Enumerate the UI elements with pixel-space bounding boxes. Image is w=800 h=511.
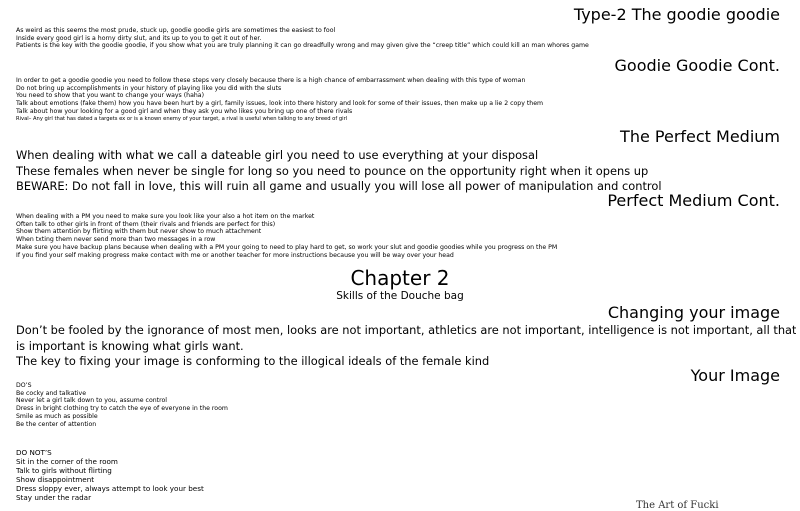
- changing-image-line: is important is knowing what girls want.: [16, 338, 244, 353]
- goodie-cont-line: Talk about how your looking for a good girl and when they ask you who likes you bring up one of there rivals: [16, 107, 353, 115]
- changing-image-text: [16, 323, 796, 370]
- goodie-cont-line: Talk about emotions (fake them) how you have been hurt by a girl, family issues, look into there history and look for some of their issues, then make up a lie 2 copy them: [16, 100, 544, 108]
- donts-item: Sit in the corner of the room: [16, 457, 118, 466]
- dos-list: [16, 382, 796, 428]
- type2-text: [16, 27, 796, 50]
- perfect-medium-line: BEWARE: Do not fall in love, this will ruin all game and usually you will lose all power of manipulation and control: [16, 179, 662, 194]
- pm-cont-line: Show them attention by flirting with them but never show to much attachment: [16, 228, 262, 236]
- donts-list: [16, 449, 796, 502]
- donts-item: Talk to girls without flirting: [16, 466, 112, 475]
- changing-image-line: The key to fixing your image is conforming to the illogical ideals of the female kind: [16, 354, 490, 369]
- pm-cont-line: Often talk to other girls in front of them (their rivals and friends are perfect for this): [16, 220, 276, 228]
- dos-item: Smile as much as possible: [16, 412, 98, 420]
- perfect-medium-cont-text: [16, 213, 796, 259]
- dos-item: Dress in bright clothing try to catch the eye of everyone in the room: [16, 405, 228, 413]
- rival-note: Rival– Any girl that has dated a targets ex or is a known enemy of your target, a rival is useful when talking to any breed of girl: [16, 115, 348, 122]
- heading-perfect-medium: The Perfect Medium: [620, 127, 780, 146]
- donts-item: Dress sloppy ever, always attempt to look your best: [16, 484, 204, 493]
- donts-item: Stay under the radar: [16, 493, 92, 502]
- heading-goodie-cont: Goodie Goodie Cont.: [614, 56, 780, 75]
- donts-item: Show disappointment: [16, 475, 95, 484]
- donts-heading: DO NOT’S: [16, 449, 52, 457]
- footer-title: The Art of Fucki: [636, 500, 719, 511]
- type2-line: Inside every good girl is a horny dirty slut, and its up to you to get it out of her.: [16, 34, 262, 42]
- goodie-cont-line: You need to show that you want to change your ways (haha): [16, 92, 204, 100]
- heading-changing-image: Changing your image: [607, 303, 780, 322]
- changing-image-line: Don’t be fooled by the ignorance of most men, looks are not important, athletics are not important, intelligence is not important, all that: [16, 323, 796, 337]
- heading-type2: Type-2 The goodie goodie: [573, 5, 780, 24]
- pm-cont-line: If you find your self making progress make contact with me or another teacher for more instructions because you will be way over your head: [16, 251, 454, 259]
- dos-item: Be the center of attention: [16, 420, 97, 428]
- perfect-medium-line: When dealing with what we call a dateable girl you need to use everything at your disposal: [16, 148, 539, 162]
- type2-line: Patients is the key with the goodie goodie, if you show what you are truly planning it can go dreadfully wrong and may given give the “creep title” which could kill an man whores game: [16, 42, 589, 50]
- perfect-medium-text: [16, 148, 796, 195]
- goodie-cont-line: Do not bring up accomplishments in your history of playing like you did with the sluts: [16, 84, 282, 92]
- heading-perfect-medium-cont: Perfect Medium Cont.: [607, 191, 780, 210]
- type2-line: As weird as this seems the most prude, stuck up, goodie goodie girls are sometimes the easiest to fool: [16, 27, 336, 34]
- heading-your-image: Your Image: [690, 366, 780, 385]
- perfect-medium-line: These females when never be single for long so you need to pounce on the opportunity right when it opens up: [16, 163, 649, 178]
- dos-heading: DO’S: [16, 382, 32, 389]
- pm-cont-line: Make sure you have backup plans because when dealing with a PM your going to need to play hard to get, so work your slut and goodie goodies while you progress on the PM: [16, 243, 558, 251]
- chapter-subtitle: Skills of the Douche bag: [336, 290, 464, 302]
- pm-cont-line: When dealing with a PM you need to make sure you look like your also a hot item on the market: [16, 213, 315, 220]
- chapter-title: Chapter 2: [350, 266, 450, 290]
- dos-item: Be cocky and talkative: [16, 389, 87, 397]
- goodie-cont-text: [16, 77, 796, 123]
- dos-item: Never let a girl talk down to you, assume control: [16, 397, 168, 405]
- goodie-cont-line: In order to get a goodie goodie you need to follow these steps very closely because there is a high chance of embarrassment when dealing with this type of woman: [16, 77, 526, 84]
- pm-cont-line: When txting them never send more than two messages in a row: [16, 236, 216, 244]
